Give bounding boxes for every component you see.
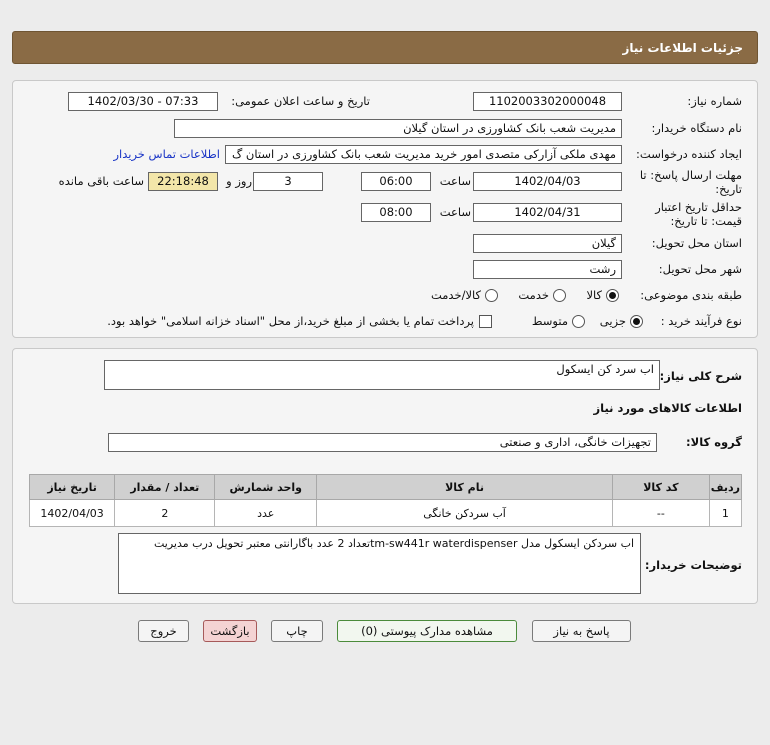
table-row	[30, 500, 742, 527]
col-row: ردیف	[709, 475, 741, 500]
exit-button[interactable]: خروج	[138, 620, 189, 642]
col-unit: واحد شمارش	[215, 475, 317, 500]
city-field: رشت	[473, 260, 622, 279]
reply-deadline-label: مهلت ارسال پاسخ: تا تاریخ:	[639, 168, 742, 196]
province-label: استان محل تحویل:	[651, 236, 742, 250]
remaining-time-label: ساعت باقی مانده	[58, 174, 144, 188]
reply-time-field: 06:00	[361, 172, 431, 191]
purchase-process-label: نوع فرآیند خرید :	[660, 314, 742, 328]
cell-code: --	[613, 500, 710, 527]
need-description-label: شرح کلی نیاز:	[659, 369, 742, 383]
category-goods-radio[interactable]	[606, 289, 619, 302]
cell-row: 1	[709, 500, 741, 527]
page-title: جزئیات اطلاعات نیاز	[622, 41, 743, 55]
goods-info-title: اطلاعات کالاهای مورد نیاز	[593, 401, 742, 415]
category-service-label: خدمت	[518, 288, 549, 302]
announce-datetime-label: تاریخ و ساعت اعلان عمومی:	[231, 94, 370, 108]
col-need-date: تاریخ نیاز	[30, 475, 115, 500]
remaining-time-field: 22:18:48	[148, 172, 218, 191]
page-header	[12, 31, 758, 64]
validity-time-field: 08:00	[361, 203, 431, 222]
cell-need-date: 1402/04/03	[30, 500, 115, 527]
goods-table	[29, 474, 742, 527]
goods-group-label: گروه کالا:	[686, 435, 742, 449]
col-quantity: تعداد / مقدار	[115, 475, 215, 500]
cell-unit: عدد	[215, 500, 317, 527]
back-button[interactable]: بازگشت	[203, 620, 257, 642]
need-description-field: اب سرد کن ایسکول	[104, 360, 660, 390]
buyer-notes-label: توضیحات خریدار:	[644, 558, 742, 572]
category-goods-label: کالا	[586, 288, 602, 302]
category-goods-service-label: کالا/خدمت	[430, 288, 481, 302]
subject-category-label: طبقه بندی موضوعی:	[640, 288, 742, 302]
process-medium-label: متوسط	[531, 314, 568, 328]
reply-time-label: ساعت	[439, 174, 471, 188]
days-label: روز و	[226, 174, 252, 188]
price-validity-label: حداقل تاریخ اعتبار قیمت: تا تاریخ:	[655, 200, 742, 228]
validity-date-field: 1402/04/31	[473, 203, 622, 222]
city-label: شهر محل تحویل:	[658, 262, 742, 276]
process-minor-label: جزیی	[599, 314, 626, 328]
need-number-label: شماره نیاز:	[687, 94, 742, 108]
goods-table-header	[30, 475, 742, 500]
cell-name: آب سردکن خانگی	[317, 500, 613, 527]
announce-datetime-field: 1402/03/30 - 07:33	[68, 92, 218, 111]
category-goods-service-radio[interactable]	[485, 289, 498, 302]
col-name: نام کالا	[317, 475, 613, 500]
need-number-field: 1102003302000048	[473, 92, 622, 111]
category-service-radio[interactable]	[553, 289, 566, 302]
process-minor-radio[interactable]	[630, 315, 643, 328]
cell-quantity: 2	[115, 500, 215, 527]
goods-group-field: تجهیزات خانگی، اداری و صنعتی	[108, 433, 657, 452]
view-attachments-button[interactable]: مشاهده مدارک پیوستی (0)	[337, 620, 517, 642]
request-creator-label: ایجاد کننده درخواست:	[636, 147, 742, 161]
print-button[interactable]: چاپ	[271, 620, 323, 642]
validity-time-label: ساعت	[439, 205, 471, 219]
buyer-contact-link[interactable]: اطلاعات تماس خریدار	[113, 147, 220, 161]
process-medium-radio[interactable]	[572, 315, 585, 328]
remaining-days-field: 3	[253, 172, 323, 191]
buyer-notes-field: اب سردکن ایسکول مدل tm-sw441r waterdispenserتعداد 2 عدد باگارانتی معتبر تحویل درب مدیریت	[118, 533, 641, 594]
col-code: کد کالا	[613, 475, 710, 500]
province-field: گیلان	[473, 234, 622, 253]
request-creator-field: مهدی ملکی آزارکی متصدی امور خرید مدیریت شعب بانک کشاورزی در استان گ	[225, 145, 622, 164]
buyer-org-label: نام دستگاه خریدار:	[651, 121, 742, 135]
buyer-org-field: مدیریت شعب بانک کشاورزی در استان گیلان	[174, 119, 622, 138]
treasury-payment-checkbox[interactable]	[479, 315, 492, 328]
reply-date-field: 1402/04/03	[473, 172, 622, 191]
treasury-payment-note: پرداخت تمام یا بخشی از مبلغ خرید،از محل "اسناد خزانه اسلامی" خواهد بود.	[107, 314, 474, 328]
reply-to-need-button[interactable]: پاسخ به نیاز	[532, 620, 631, 642]
